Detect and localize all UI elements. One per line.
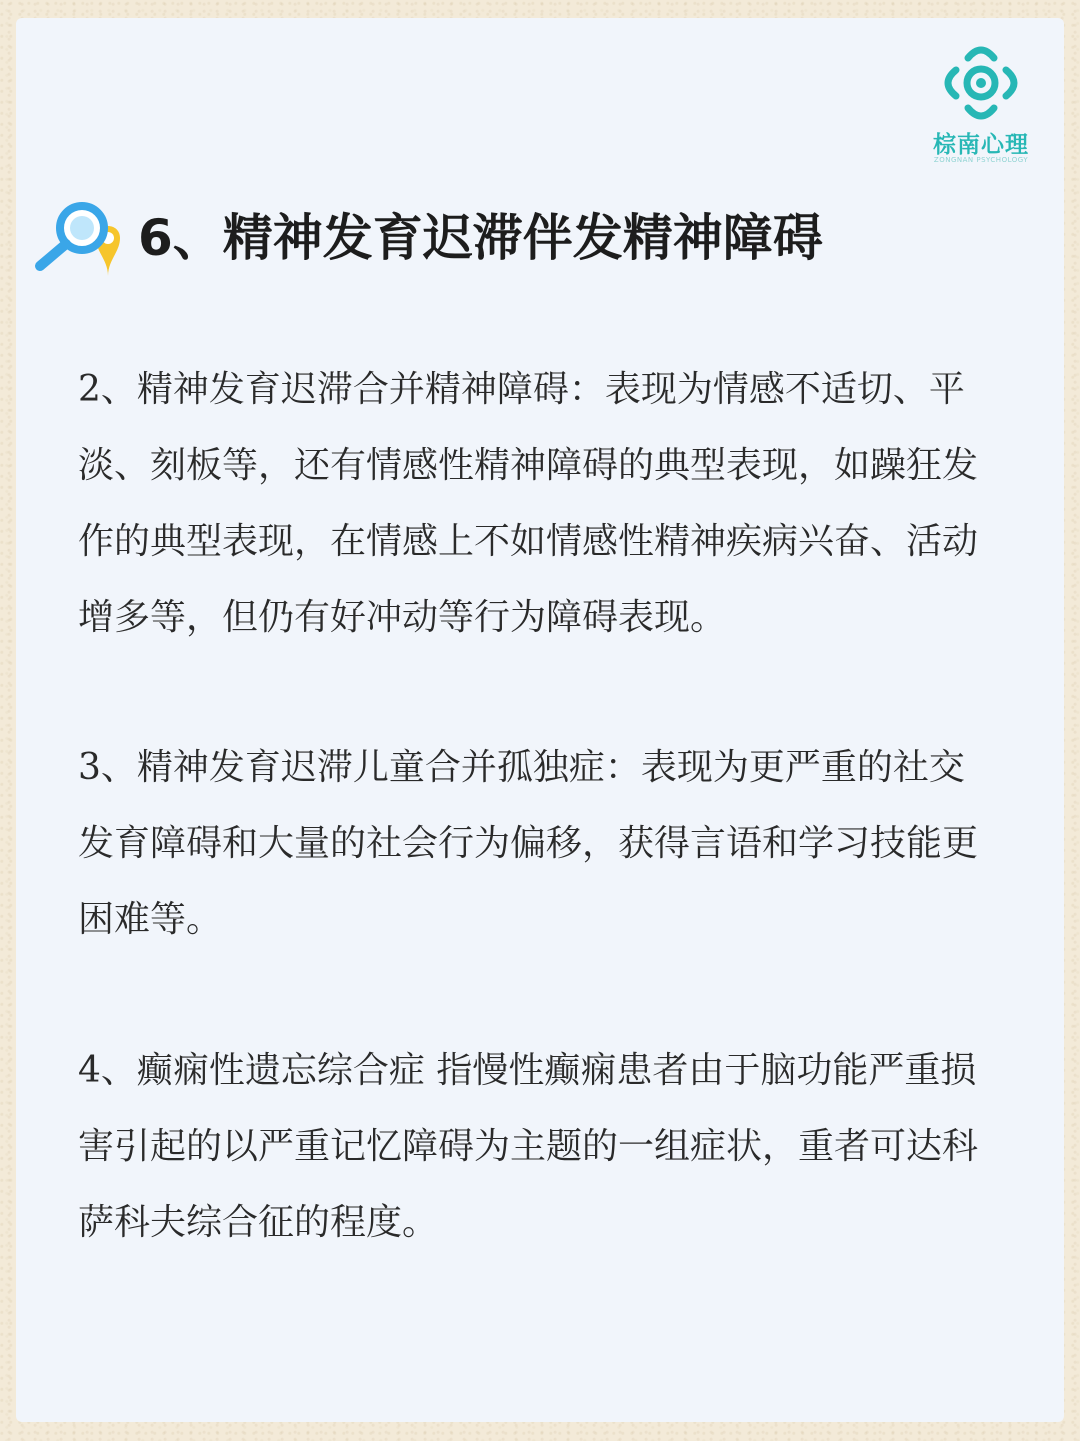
paragraph-2: 2、精神发育迟滞合并精神障碍：表现为情感不适切、平淡、刻板等，还有情感性精神障碍的典型表现，如躁狂发作的典型表现，在情感上不如情感性精神疾病兴奋、活动增多等，但仍有好冲动等行为障碍表现。 [78,369,979,638]
section-title: 6、精神发育迟滞伴发精神障碍 [138,209,823,267]
brand-logo [918,36,1044,176]
clover-heart-logo-icon [938,40,1024,126]
search-pin-icon [34,198,126,288]
brand-name: 棕南心理 [933,132,1029,158]
paragraph-4: 4、癫痫性遗忘综合症 指慢性癫痫患者由于脑功能严重损害引起的以严重记忆障碍为主题的一组症状，重者可达科萨科夫综合征的程度。 [78,1050,979,1243]
brand-subtitle: ZONGNAN PSYCHOLOGY [933,156,1029,164]
paragraph-3: 3、精神发育迟滞儿童合并孤独症：表现为更严重的社交发育障碍和大量的社会行为偏移，获得言语和学习技能更困难等。 [78,747,979,940]
